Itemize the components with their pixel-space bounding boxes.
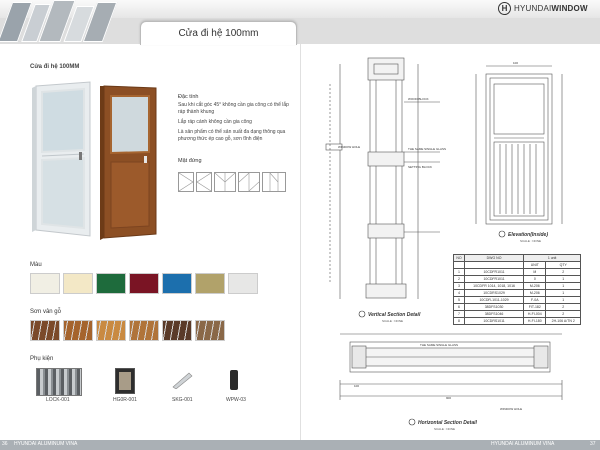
color-swatch [162, 273, 192, 294]
parts-table-subheader [454, 262, 581, 269]
feature-item: Lắp ráp cánh không cần gia công [178, 119, 252, 125]
parts-table-cell: 38DFS1030 [464, 304, 523, 311]
page-number-right: 37 [590, 441, 596, 447]
parts-table-cell: 3 [454, 283, 465, 290]
elevation-title: Mặt đứng [178, 158, 202, 164]
parts-table-row [454, 269, 581, 276]
parts-table-cell: F-0A [524, 297, 546, 304]
horizontal-dimension-total: 900 [446, 396, 452, 400]
horizontal-dimension-side: 100 [354, 384, 360, 388]
parts-table-cell: M-206 [524, 290, 546, 297]
wood-swatch [195, 320, 225, 341]
hyundai-logo-icon: H [498, 2, 511, 15]
color-swatch [195, 273, 225, 294]
parts-table-row [454, 283, 581, 290]
title-tab [140, 21, 297, 45]
wood-swatch [129, 320, 159, 341]
parts-table-row [454, 304, 581, 311]
parts-table-cell: 0 [524, 276, 546, 283]
page-number-left: 36 [2, 441, 8, 447]
parts-table-cell: 2 [546, 311, 581, 318]
product-subtitle: Cửa đi hệ 100MM [30, 64, 80, 70]
vertical-section-marker-icon [359, 311, 365, 317]
parts-table-cell: H-FI-180 [524, 318, 546, 325]
footer-company-left: HYUNDAI ALUMINUM VINA [14, 441, 78, 447]
parts-table-cell: 5 [454, 297, 465, 304]
accessory-code: LOCK-001 [46, 397, 70, 403]
door-image-white [28, 80, 92, 238]
elevation-shape [214, 172, 236, 192]
features-title: Đặc tính [178, 94, 199, 100]
parts-table-cell: M [524, 269, 546, 276]
elevation-shape [196, 172, 212, 192]
horizontal-window-hole-label: WINDOW HOLE [500, 407, 523, 411]
footer-company-right: HYUNDAI ALUMINUM VINA [491, 441, 555, 447]
feature-item: Là sản phẩm có thể sản xuất đa dạng thông qua phương thức ép cao gỗ, sơn tĩnh điện [178, 129, 286, 142]
parts-table-cell: 10CDFR1011 [464, 276, 523, 283]
parts-table-cell: 2 [546, 304, 581, 311]
parts-table-cell: 10CDFR1011 [464, 269, 523, 276]
color-swatch [228, 273, 258, 294]
color-swatch [30, 273, 60, 294]
parts-table-cell: 1 [546, 283, 581, 290]
elevation-shape [262, 172, 286, 192]
color-swatch [63, 273, 93, 294]
page-title: Cửa đi hệ 100mm [178, 28, 259, 39]
parts-table-cell: M-206 [524, 283, 546, 290]
parts-table-row [454, 276, 581, 283]
parts-table-cell: FIT-182 [524, 304, 546, 311]
elevation-marker-icon [499, 231, 505, 237]
brand [498, 0, 600, 16]
vertical-section-scale: SCALE : NONE [382, 319, 404, 323]
parts-table-cell: 10CDRS1011 [464, 318, 523, 325]
parts-table-cell: 1 [454, 269, 465, 276]
elevation-dimension-top: 100 [513, 61, 519, 65]
parts-table-cell: 38DFS1046 [464, 311, 523, 318]
parts-table-header-cell: DWG NO [464, 255, 523, 262]
accessory-code: HG0R-001 [113, 397, 137, 403]
parts-table-cell: 10CDFR 1014, 1018, 1016 [464, 283, 523, 290]
elevation-shape [178, 172, 194, 192]
wood-swatch [63, 320, 93, 341]
parts-table-header-cell: NO [454, 255, 465, 262]
parts-table-body [454, 269, 581, 325]
parts-table-cell: 6 [454, 304, 465, 311]
brand-name [514, 4, 588, 13]
wood-block-label: WOOD BLOCK [408, 97, 429, 101]
accessories-title: Phụ kiện [30, 356, 54, 362]
colors-title: Màu [30, 262, 42, 268]
parts-table [453, 254, 581, 325]
parts-table-header-cell: 1 unit [524, 255, 581, 262]
elevation-shape [238, 172, 260, 192]
parts-table-row [454, 318, 581, 325]
parts-table-subheader-cell [464, 262, 523, 269]
wood-swatch [162, 320, 192, 341]
feature-item: Sau khi cắt góc 45° không cần gia công có thể lắp ráp thành khung [178, 102, 289, 115]
parts-table-cell: H-FI-004 [524, 311, 546, 318]
parts-table-subheader-cell: UNIT [524, 262, 546, 269]
parts-table-cell: 10CDR-1011-1029 [464, 297, 523, 304]
brand-name-light: HYUNDAI [514, 3, 552, 13]
accessory-lock-image [36, 368, 82, 396]
parts-table-subheader-cell [454, 262, 465, 269]
wood-swatch [30, 320, 60, 341]
accessory-wp-image [230, 370, 238, 390]
elevation-caption: Elevation(Inside) [508, 232, 549, 238]
door-image-wood [96, 84, 160, 240]
double-glass-label: THE SAME SINGLE GLASS [408, 147, 447, 151]
parts-table-row [454, 311, 581, 318]
parts-table-header [454, 255, 581, 262]
features-list [178, 102, 293, 146]
accessory-code: WPW-03 [226, 397, 246, 403]
setting-block-label: SETTING BLOCK [408, 165, 433, 169]
accessory-gasket-image [171, 371, 193, 389]
parts-table-cell: 2 [454, 276, 465, 283]
elevation-scale: SCALE : NONE [520, 239, 542, 243]
parts-table-subheader-cell: QTY [546, 262, 581, 269]
horizontal-section-marker-icon [409, 419, 415, 425]
wood-door-drawing [96, 84, 160, 240]
accessory-hinge-image [115, 368, 135, 394]
horizontal-glass-label: THE SAME SINGLE GLASS [420, 343, 459, 347]
vertical-section-caption: Vertical Section Detail [368, 312, 421, 318]
vertical-section-drawing [326, 58, 440, 299]
horizontal-section-caption: Horizontal Section Detail [418, 420, 477, 426]
vertical-window-hole-label: WINDOW HOLE [338, 145, 361, 149]
accessory-code: SKG-001 [172, 397, 193, 403]
white-door-drawing [28, 80, 92, 238]
wood-swatch [96, 320, 126, 341]
parts-table-cell: 1 [546, 276, 581, 283]
horizontal-section-scale: SCALE : NONE [434, 427, 456, 431]
technical-drawings [300, 44, 600, 440]
parts-table-cell: 2H-106 A/TN 2 [546, 318, 581, 325]
parts-table-cell: 10CDRS1029 [464, 290, 523, 297]
wood-title: Sơn vân gỗ [30, 309, 61, 315]
parts-table-row [454, 290, 581, 297]
color-swatch [129, 273, 159, 294]
gasket-drawing [171, 371, 193, 389]
parts-table-row [454, 297, 581, 304]
parts-table-cell: 7 [454, 311, 465, 318]
color-swatch [96, 273, 126, 294]
brand-name-bold: WINDOW [551, 3, 588, 13]
parts-table-cell: 1 [546, 290, 581, 297]
parts-table-cell: 4 [454, 290, 465, 297]
parts-table-cell: 2 [546, 269, 581, 276]
parts-table-cell: 1 [546, 297, 581, 304]
header-photo-collage [0, 0, 125, 44]
elevation-drawing [476, 66, 562, 224]
parts-table-cell: 8 [454, 318, 465, 325]
